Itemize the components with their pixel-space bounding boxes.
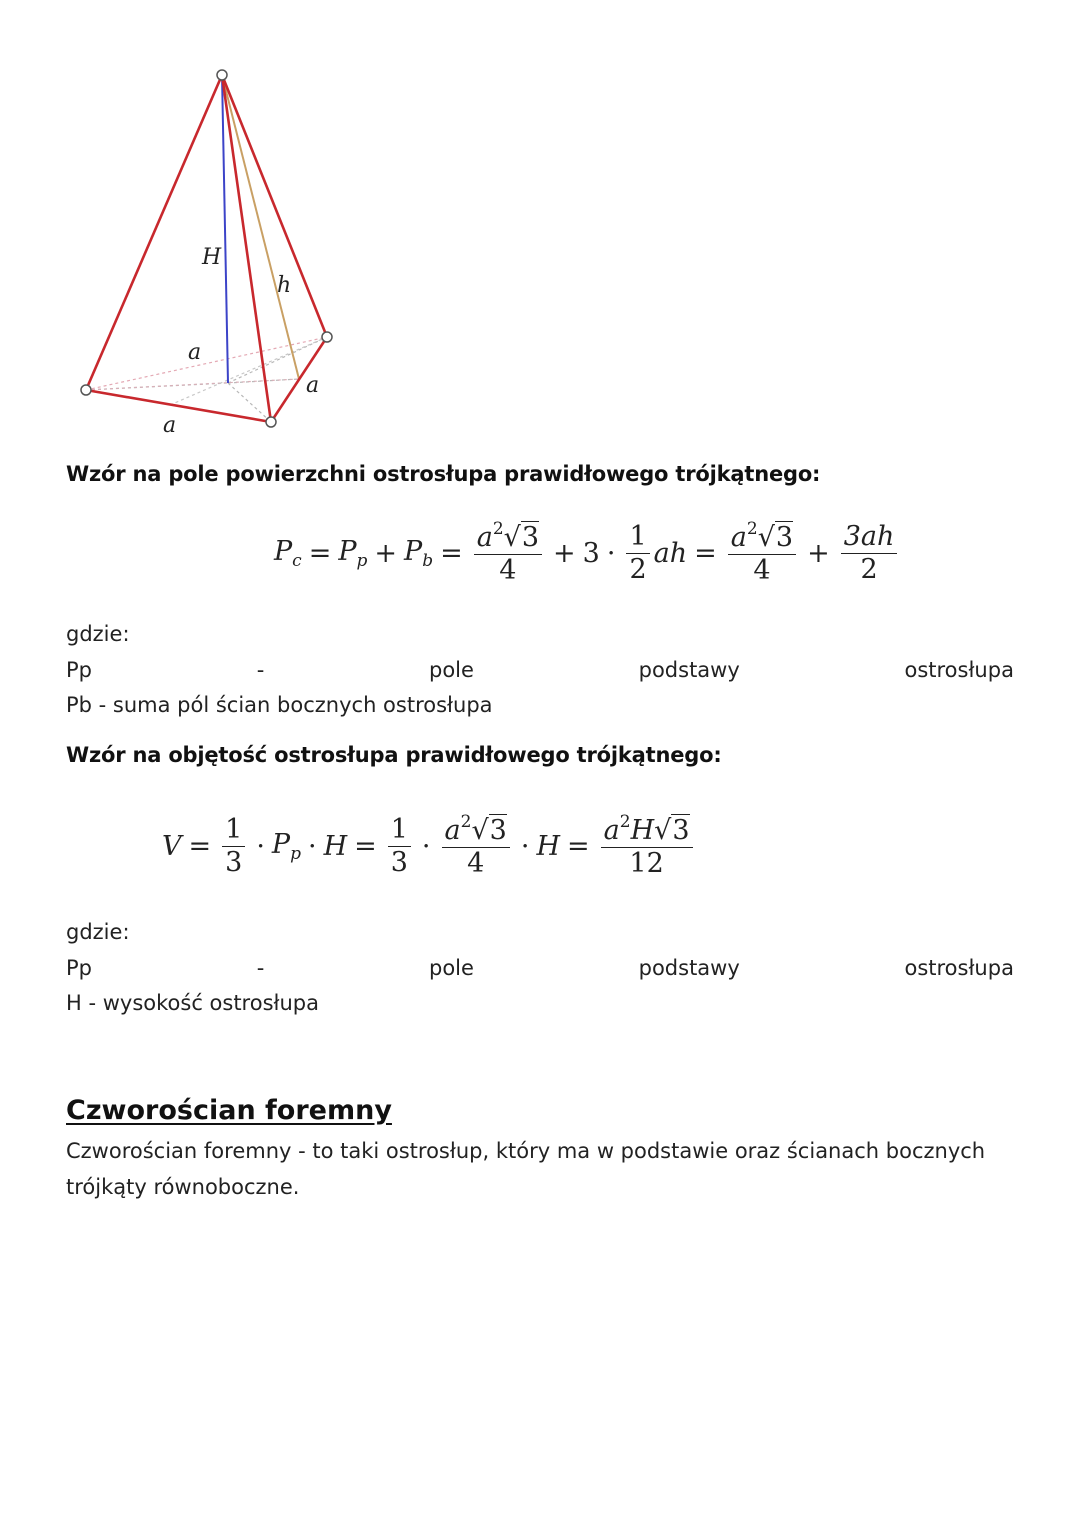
volume-result-fraction: $\frac{a^2H√3}{12}$	[601, 813, 693, 878]
tetra-title: Czworościan foremny	[66, 1095, 392, 1126]
pp-symbol: $P_p$	[338, 535, 368, 571]
lateral-edge-front	[222, 75, 271, 422]
height-line	[222, 75, 228, 383]
volume-h-line: H - wysokość ostrosłupa	[66, 991, 319, 1015]
surface-heading: Wzór na pole powierzchni ostrosłupa prawidłowego trójkątnego:	[66, 462, 821, 486]
volume-heading: Wzór na objętość ostrosłupa prawidłowego trójkątnego:	[66, 743, 722, 767]
vertex-left	[81, 385, 91, 395]
volume-pp-row: Pp - pole podstawy ostrosłupa	[66, 956, 1014, 980]
vertex-apex	[217, 70, 227, 80]
vertex-front	[266, 417, 276, 427]
label-apothem: h	[277, 273, 292, 298]
volume-formula: V = $\frac{1}{3}$ · $P_p$ · H = $\frac{1}{3}$ · $\frac{a^2√3}{4}$ · H = $\frac{a^2H√3}{12}$	[162, 812, 697, 880]
label-height: H	[202, 245, 222, 270]
label-base-front: a	[163, 413, 177, 438]
tetra-line-2: trójkąty równoboczne.	[66, 1175, 300, 1199]
base-area-fraction: $\frac{a^2√3}{4}$	[442, 813, 510, 878]
surface-formula: $P_c$ = $P_p$ + $P_b$ = $\frac{a^2√3}{4}$ + 3 · $\frac{1}{2}$ ah = $\frac{a^2√3}{4}$ + $\frac{3ah}{2}$	[274, 519, 901, 587]
lateral-edge-right	[222, 75, 327, 337]
pb-symbol: $P_b$	[404, 535, 434, 571]
pc-symbol: $P_c$	[274, 535, 302, 571]
pp-symbol: $P_p$	[271, 828, 301, 864]
vertex-right	[322, 332, 332, 342]
surface-pb-line: Pb - suma pól ścian bocznych ostrosłupa	[66, 693, 493, 717]
base-edge-front	[86, 390, 271, 422]
half-fraction: $\frac{1}{2}$	[626, 521, 649, 584]
surface-pp-row: Pp - pole podstawy ostrosłupa	[66, 658, 1014, 682]
label-base-back: a	[188, 340, 202, 365]
lateral-edge-left	[86, 75, 222, 390]
apothem-line	[222, 75, 299, 379]
tetra-line-1: Czworościan foremny - to taki ostrosłup, który ma w podstawie oraz ścianach bocznych	[66, 1139, 986, 1163]
third-fraction-2: $\frac{1}{3}$	[388, 814, 411, 877]
label-base-right: a	[306, 373, 320, 398]
pyramid-figure	[60, 55, 360, 445]
base-area-fraction-2: $\frac{a^2√3}{4}$	[728, 520, 796, 585]
surface-where: gdzie:	[66, 622, 130, 646]
volume-where: gdzie:	[66, 920, 130, 944]
third-fraction: $\frac{1}{3}$	[222, 814, 245, 877]
base-area-fraction: $\frac{a^2√3}{4}$	[474, 520, 542, 585]
lateral-area-fraction: $\frac{3ah}{2}$	[841, 521, 898, 584]
